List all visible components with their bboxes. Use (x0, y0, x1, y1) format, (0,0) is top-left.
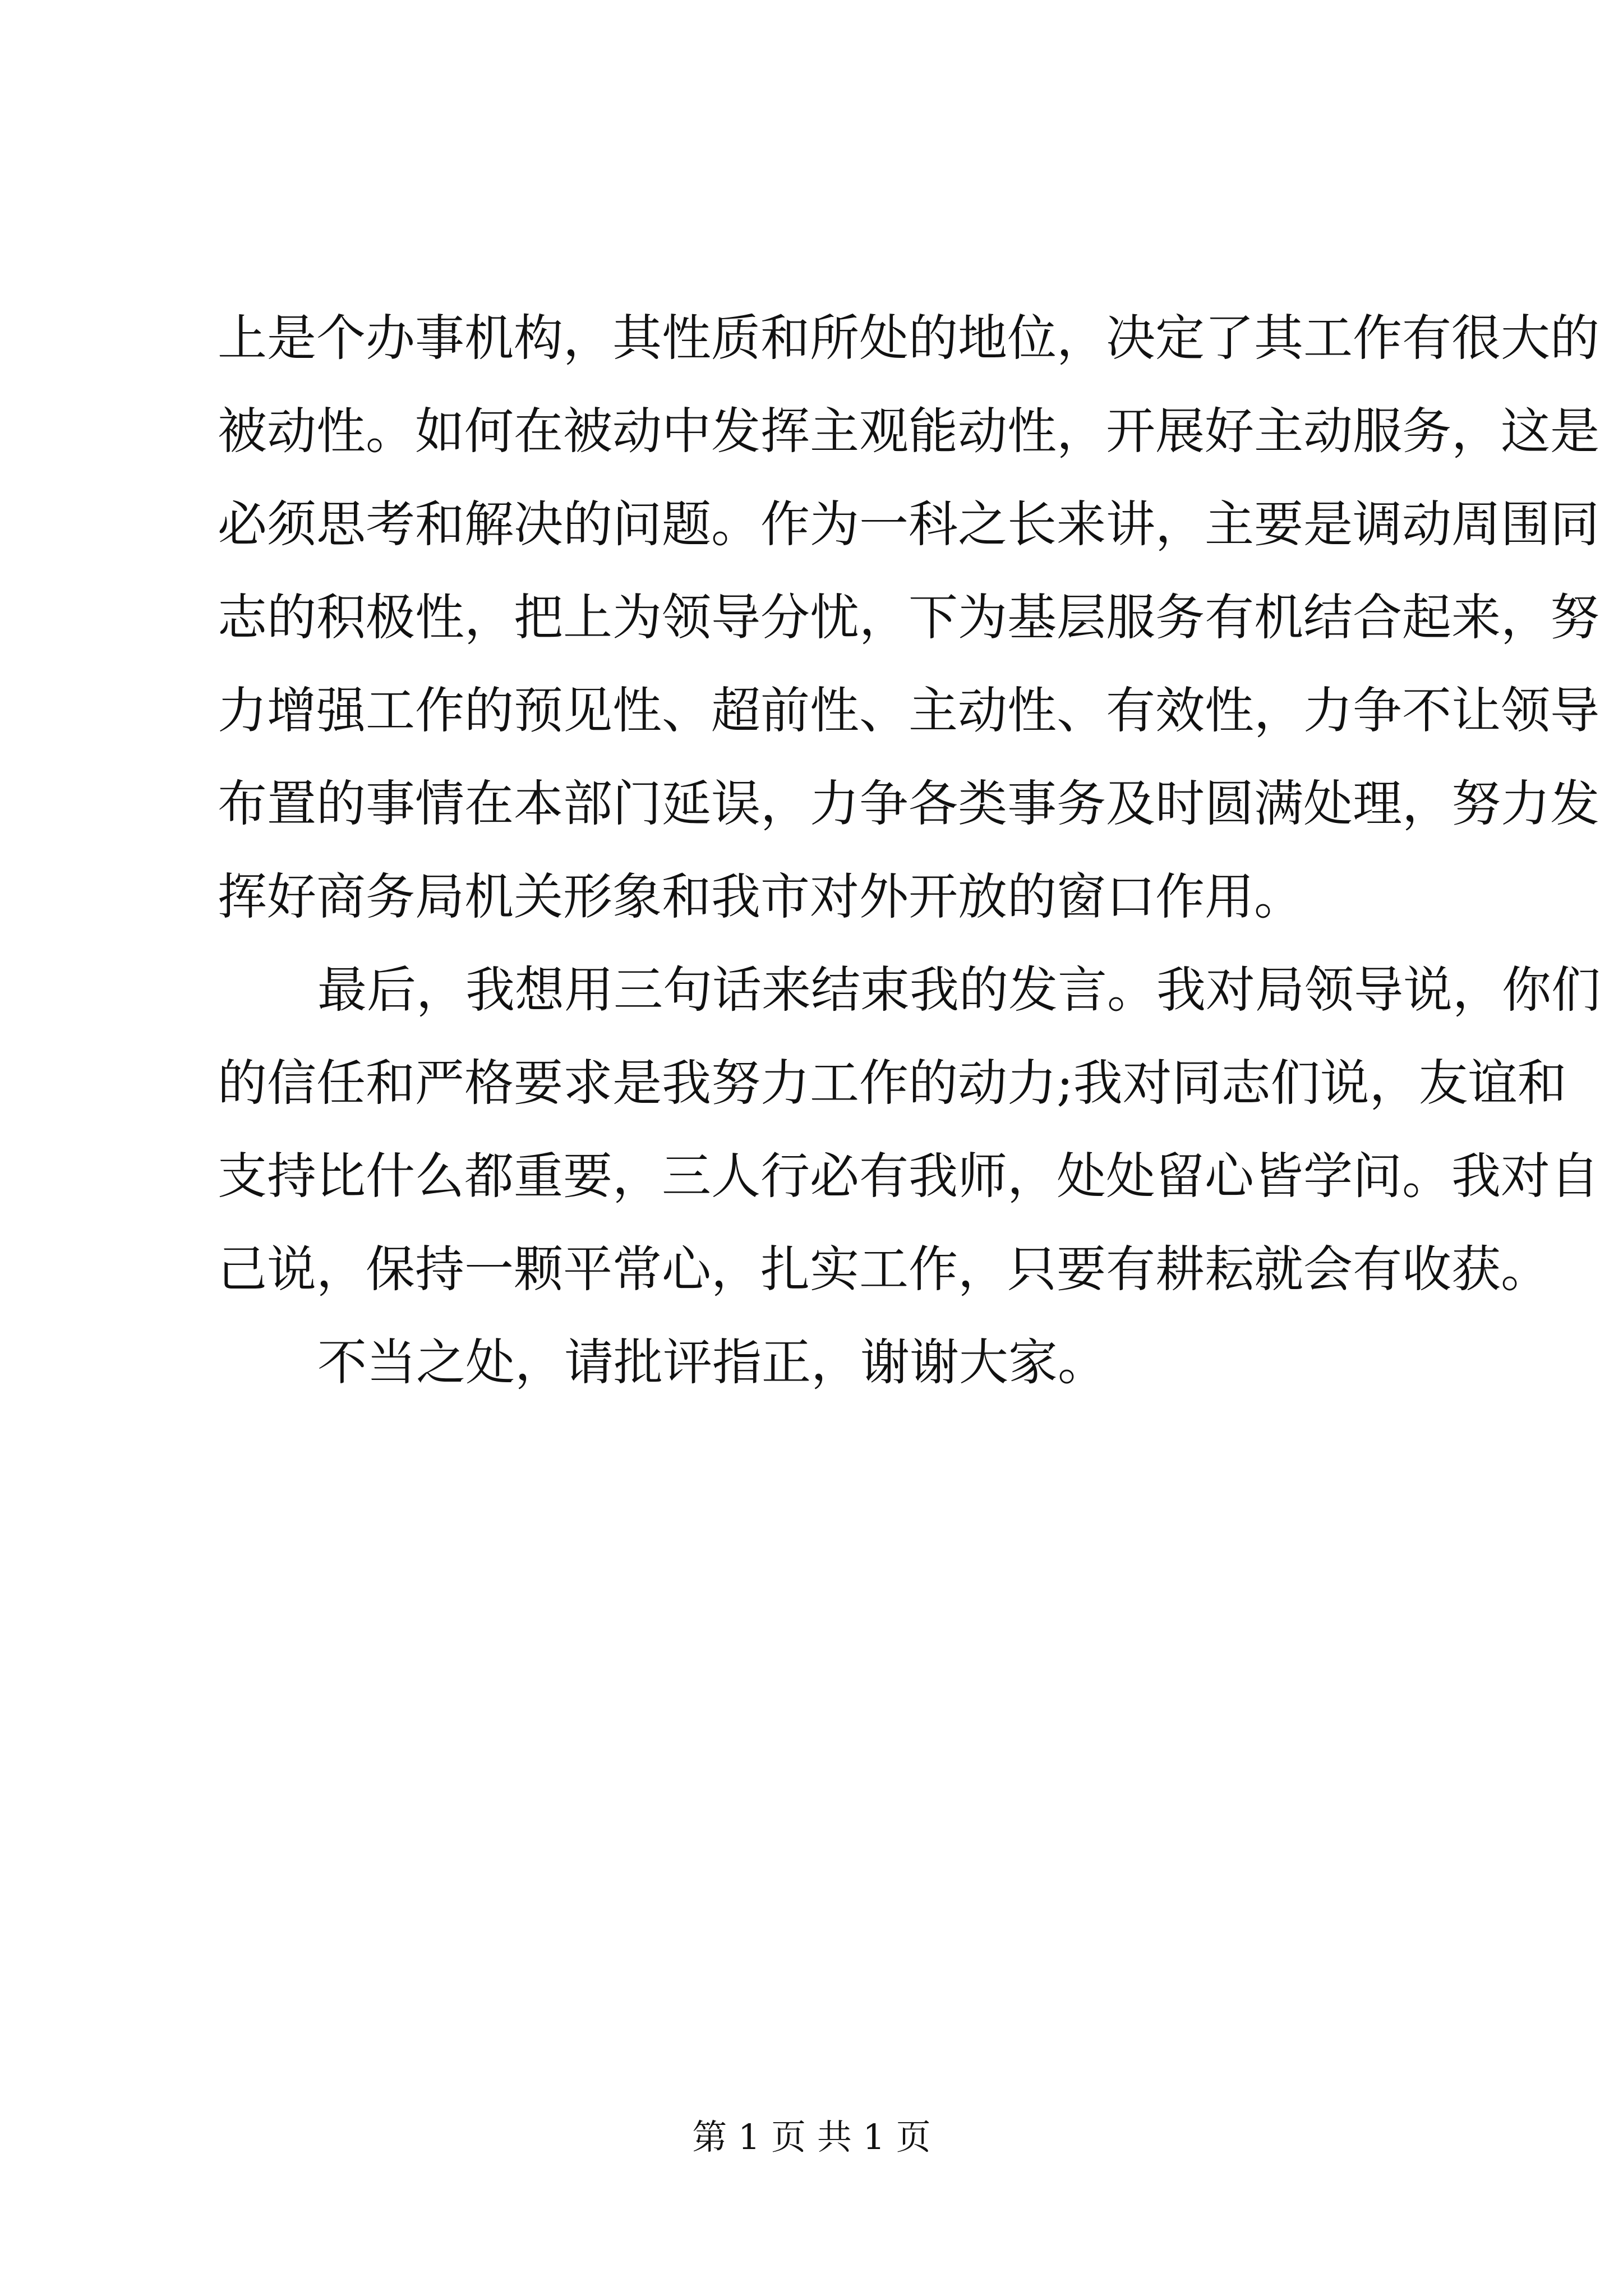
paragraph-3 (218, 1316, 1429, 1409)
text-line: 志的积极性，把上为领导分忧，下为基层服务有机结合起来，努 (218, 588, 1600, 646)
text-line: 必须思考和解决的问题。作为一科之长来讲，主要是调动周围同 (218, 495, 1600, 553)
text-line: 的信任和严格要求是我努力工作的动力;我对同志们说，友谊和 (218, 1054, 1567, 1112)
paragraph-1 (218, 292, 1600, 944)
text-line: 最后，我想用三句话来结束我的发言。我对局领导说，你们 (317, 961, 1601, 1019)
text-line: 被动性。如何在被动中发挥主观能动性，开展好主动服务，这是 (218, 402, 1600, 460)
text-line: 支持比什么都重要，三人行必有我师，处处留心皆学问。我对自 (218, 1147, 1600, 1205)
text-line: 不当之处，请批评指正，谢谢大家。 (317, 1333, 1108, 1391)
document-body (218, 292, 1601, 1409)
text-line: 布置的事情在本部门延误，力争各类事务及时圆满处理，努力发 (218, 775, 1600, 832)
text-line: 力增强工作的预见性、超前性、主动性、有效性，力争不让领导 (218, 682, 1600, 739)
text-line: 己说，保持一颗平常心，扎实工作，只要有耕耘就会有收获。 (218, 1240, 1551, 1298)
page-number-footer: 第 1 页 共 1 页 (692, 2116, 931, 2157)
paragraph-2 (218, 944, 1601, 1316)
text-line: 挥好商务局机关形象和我市对外开放的窗口作用。 (218, 868, 1304, 926)
text-line: 上是个办事机构，其性质和所处的地位，决定了其工作有很大的 (218, 309, 1600, 367)
